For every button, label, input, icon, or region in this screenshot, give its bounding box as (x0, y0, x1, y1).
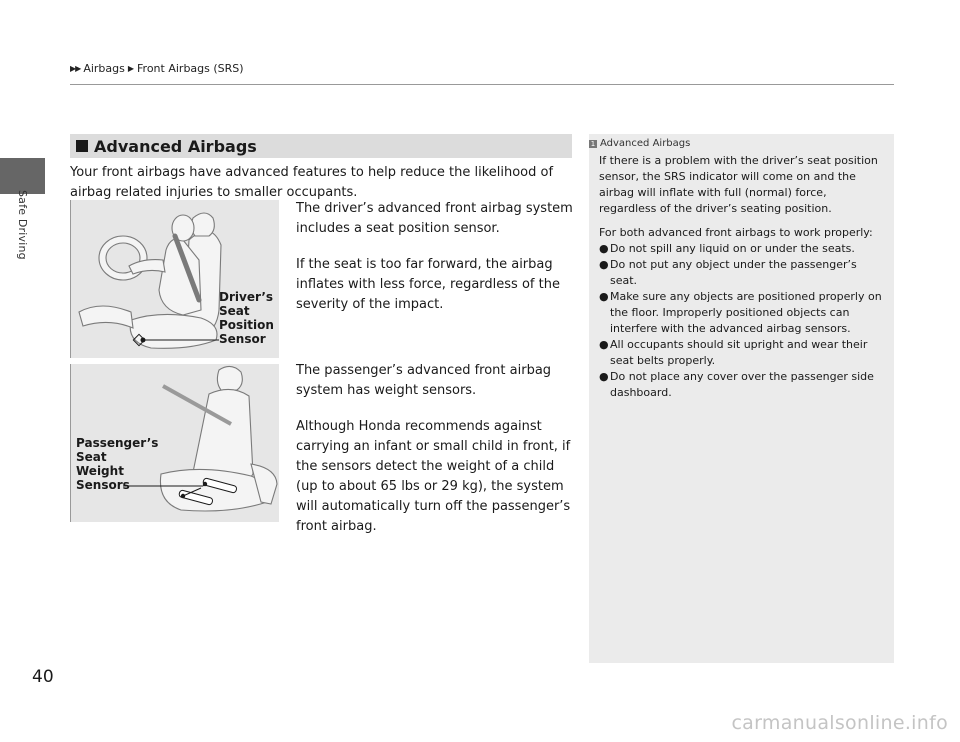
list-item (599, 289, 884, 337)
callout-line: Sensors (76, 478, 130, 492)
list-item (599, 337, 884, 369)
page-number: 40 (32, 667, 54, 687)
passenger-paragraph-1: The passenger’s advanced front airbag system has weight sensors. (296, 363, 552, 398)
breadcrumb-item-front-airbags[interactable]: Front Airbags (SRS) (137, 62, 244, 75)
note-bullet-list (599, 241, 884, 401)
header-divider (70, 84, 894, 85)
bullet-icon: ● (599, 370, 609, 383)
breadcrumb-arrow-icon: ▶ (127, 64, 135, 73)
breadcrumb-arrow-icon: ▶▶ (70, 64, 81, 73)
breadcrumb (70, 62, 244, 75)
passenger-paragraph-2: Although Honda recommends against carrying an infant or small child in front, if the sensors detect the weight of a child (up to about 65 lbs or 29 kg), the system will automatically turn off the passenger’s front airbag. (296, 419, 571, 534)
intro-paragraph: Your front airbags have advanced features to help reduce the likelihood of airbag related injuries to smaller occupants. (70, 165, 554, 200)
section-tab-marker (0, 158, 45, 194)
passenger-sensor-callout (76, 436, 158, 492)
list-item-text: All occupants should sit upright and wear their seat belts properly. (610, 338, 868, 367)
passenger-airbag-text (296, 361, 576, 553)
notes-panel (589, 134, 894, 663)
driver-airbag-text (296, 199, 576, 331)
list-item-text: Do not place any cover over the passenger side dashboard. (610, 370, 874, 399)
driver-paragraph-2: If the seat is too far forward, the airbag inflates with less force, regardless of the severity of the impact. (296, 257, 560, 312)
list-item (599, 257, 884, 289)
note-marker-icon: 1 (590, 139, 596, 148)
note-heading-label: Advanced Airbags (600, 138, 691, 149)
callout-line: Driver’s (219, 290, 274, 304)
section-square-icon (76, 140, 88, 152)
note-paragraph-1: If there is a problem with the driver’s seat position sensor, the SRS indicator will come on and the airbag will inflate with full (normal) force, regardless of the driver’s seating position. (599, 154, 878, 215)
breadcrumb-item-airbags[interactable]: Airbags (83, 62, 125, 75)
list-item (599, 241, 884, 257)
bullet-icon: ● (599, 338, 609, 351)
callout-line: Weight (76, 464, 124, 478)
callout-line: Sensor (219, 332, 266, 346)
list-item-text: Do not spill any liquid on or under the seats. (610, 242, 855, 255)
callout-line: Position (219, 318, 274, 332)
callout-line: Seat (76, 450, 107, 464)
list-item-text: Make sure any objects are positioned properly on the floor. Improperly positioned objects can interfere with the advanced airbag sensors. (610, 290, 882, 335)
callout-line: Seat (219, 304, 250, 318)
list-item-text: Do not put any object under the passenger’s seat. (610, 258, 857, 287)
note-paragraph-2: For both advanced front airbags to work properly: (599, 226, 873, 239)
list-item (599, 369, 884, 401)
bullet-icon: ● (599, 290, 609, 303)
bullet-icon: ● (599, 258, 609, 271)
driver-paragraph-1: The driver’s advanced front airbag system includes a seat position sensor. (296, 201, 573, 236)
side-section-label: Safe Driving (16, 190, 29, 260)
section-title: Advanced Airbags (94, 136, 257, 156)
note-heading (589, 138, 884, 149)
bullet-icon: ● (599, 242, 609, 255)
driver-sensor-callout (219, 290, 274, 346)
watermark[interactable]: carmanualsonline.info (731, 712, 948, 734)
callout-line: Passenger’s (76, 436, 159, 450)
section-heading-bar (70, 134, 572, 158)
